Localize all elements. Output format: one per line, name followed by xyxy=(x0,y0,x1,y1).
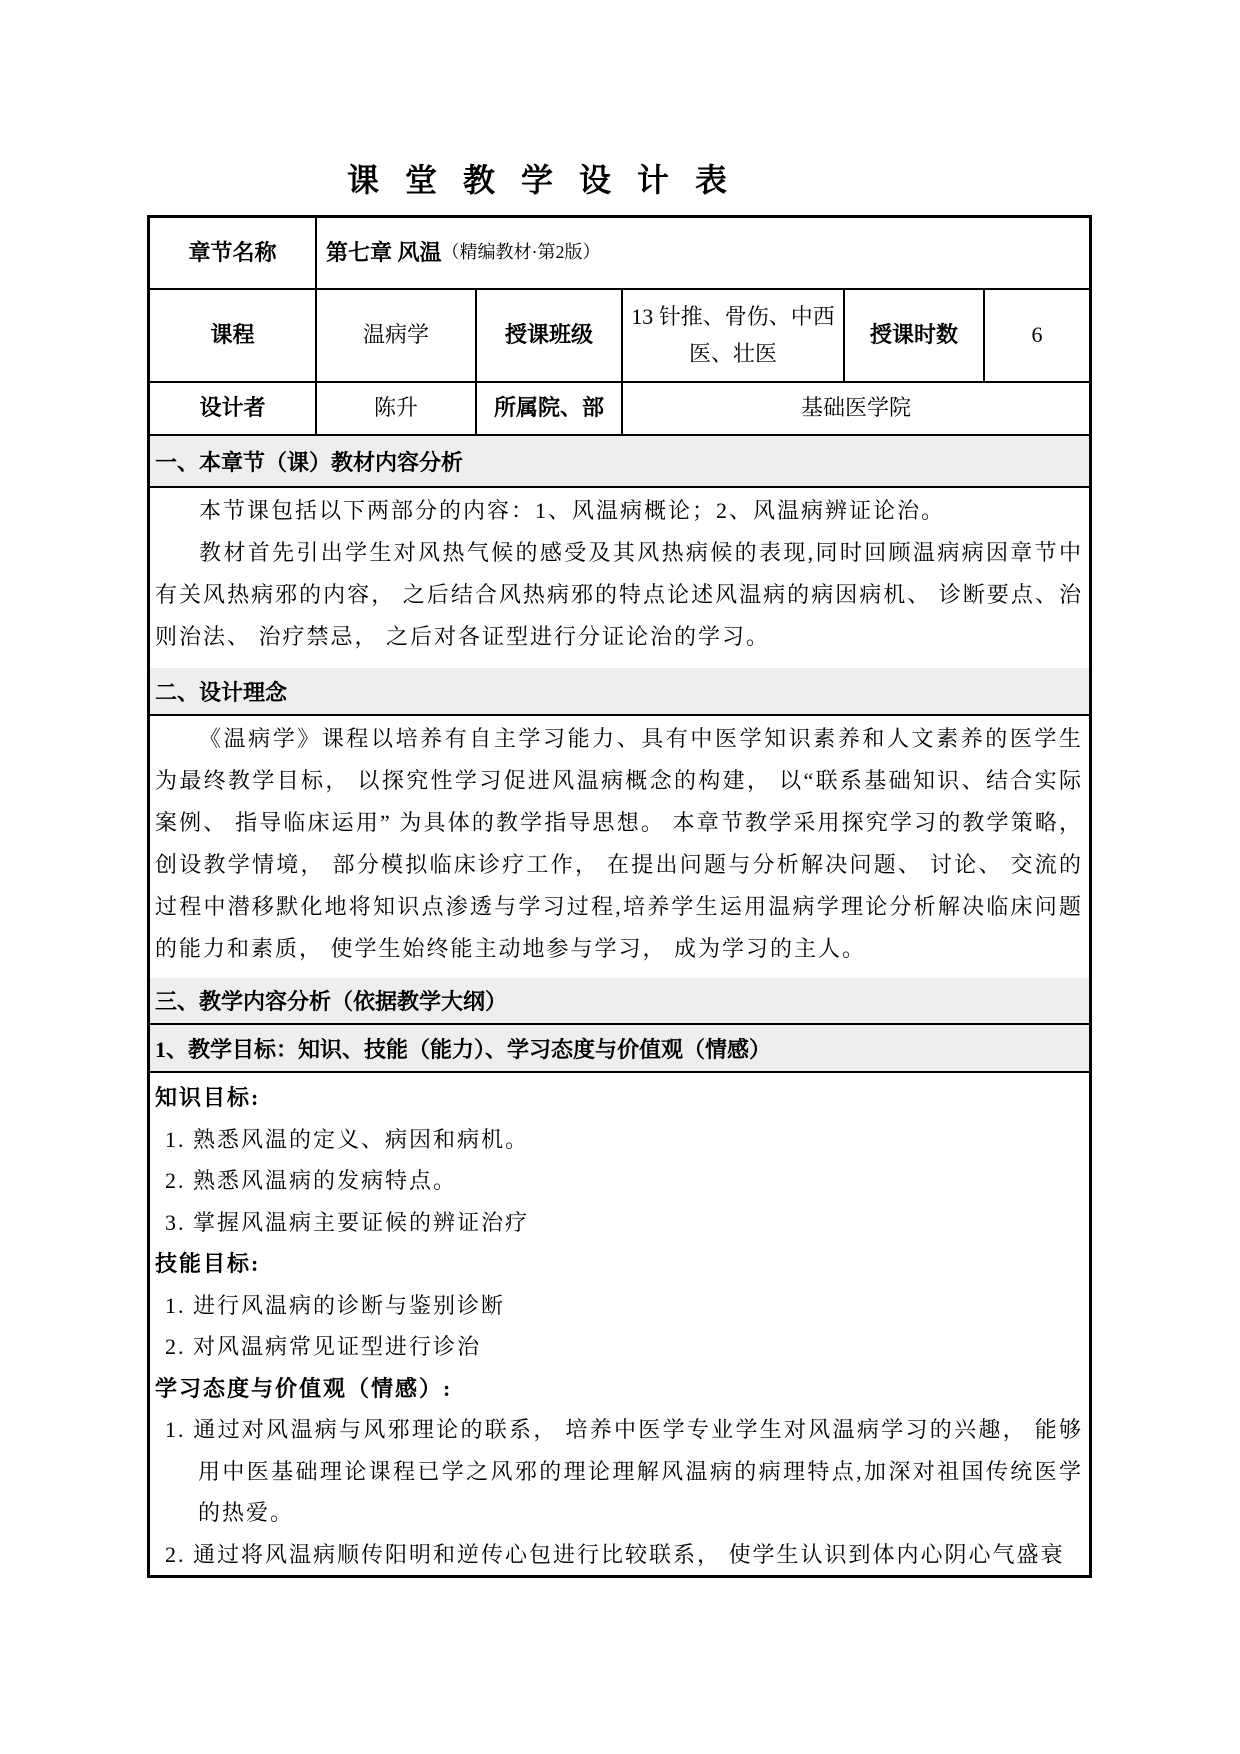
dept-label: 所属院、部 xyxy=(477,383,623,434)
class-label: 授课班级 xyxy=(477,290,623,381)
teaching-design-table xyxy=(147,215,1092,1578)
attitude-goal-item: 2. 通过将风温病顺传阳明和逆传心包进行比较联系， 使学生认识到体内心阴心气盛衰 xyxy=(165,1541,1065,1567)
course-label: 课程 xyxy=(150,290,317,381)
knowledge-goal-item: 2. 熟悉风温病的发病特点。 xyxy=(165,1168,458,1193)
document-title: 课堂教学设计表 xyxy=(346,162,753,198)
attitude-goal-item: 1. 通过对风温病与风邪理论的联系， 培养中医学专业学生对风温病学习的兴趣， 能够用中医基础理论课程已学之风邪的理论理解风温病的病理特点,加深对祖国传统医学的热爱。 xyxy=(165,1417,1083,1525)
section-1-content xyxy=(150,488,1089,668)
section-1-title: 一、本章节（课）教材内容分析 xyxy=(155,449,464,475)
dept-value: 基础医学院 xyxy=(800,395,911,421)
chapter-label: 章节名称 xyxy=(150,218,317,288)
section-3-1-content xyxy=(150,1073,1089,1575)
section-2-paragraph-1: 《温病学》课程以培养有自主学习能力、具有中医学知识素养和人文素养的医学生为最终教学目标， 以探究性学习促进风温病概念的构建， 以“联系基础知识、结合实际案例、 指导临床运用” 为具体的教学指导思想。 本章节教学采用探究学习的教学策略，创设教学情境， 部分模拟临床诊疗工作， 在提出问题与分析解决问题、 讨论、 交流的过程中潜移默化地将知识点渗透与学习过程,培养学生运用温病学理论分析解决临床问题的能力和素质， 使学生始终能主动地参与学习， 成为学习的主人。 xyxy=(155,726,1083,961)
designer-value: 陈升 xyxy=(317,383,477,434)
hours-label: 授课时数 xyxy=(845,290,985,381)
chapter-note: （精编教材·第2版） xyxy=(441,242,601,263)
section-3-header xyxy=(150,978,1089,1025)
section-2-header xyxy=(150,668,1089,716)
chapter-value-cell xyxy=(317,218,1089,288)
knowledge-goal-item: 1. 熟悉风温的定义、病因和病机。 xyxy=(165,1126,530,1152)
skill-goals-label: 技能目标: xyxy=(155,1251,261,1276)
row-course xyxy=(150,290,1089,383)
attitude-goals-label: 学习态度与价值观（情感）: xyxy=(155,1375,453,1401)
section-1-paragraph-1: 本节课包括以下两部分的内容：1、风温病概论；2、风温病辨证论治。 xyxy=(199,498,946,523)
skill-goal-item: 1. 进行风温病的诊断与鉴别诊断 xyxy=(165,1292,506,1318)
designer-label: 设计者 xyxy=(150,383,317,434)
section-2-title: 二、设计理念 xyxy=(155,679,288,705)
knowledge-goals-label: 知识目标: xyxy=(155,1085,261,1110)
row-designer xyxy=(150,383,1089,436)
row-chapter xyxy=(150,218,1089,290)
section-1-header xyxy=(150,436,1089,488)
knowledge-goal-item: 3. 掌握风温病主要证候的辨证治疗 xyxy=(165,1209,530,1235)
course-value: 温病学 xyxy=(317,290,477,381)
chapter-main: 第七章 风温 xyxy=(326,239,442,265)
section-1-paragraph-2: 教材首先引出学生对风热气候的感受及其风热病候的表现,同时回顾温病病因章节中有关风热病邪的内容， 之后结合风热病邪的特点论述风温病的病因病机、 诊断要点、治则治法、 治疗禁忌， 之后对各证型进行分证论治的学习。 xyxy=(155,540,1083,649)
hours-value: 6 xyxy=(1031,322,1043,348)
section-3-1-header xyxy=(150,1025,1089,1073)
section-3-1-title: 1、教学目标：知识、技能（能力）、学习态度与价值观（情感） xyxy=(155,1036,772,1062)
section-3-title: 三、教学内容分析（依据教学大纲） xyxy=(155,989,508,1014)
skill-goal-item: 2. 对风温病常见证型进行诊治 xyxy=(165,1334,482,1359)
section-2-content xyxy=(150,716,1089,978)
class-value: 13 针推、骨伤、中西医、壮医 xyxy=(623,290,845,381)
